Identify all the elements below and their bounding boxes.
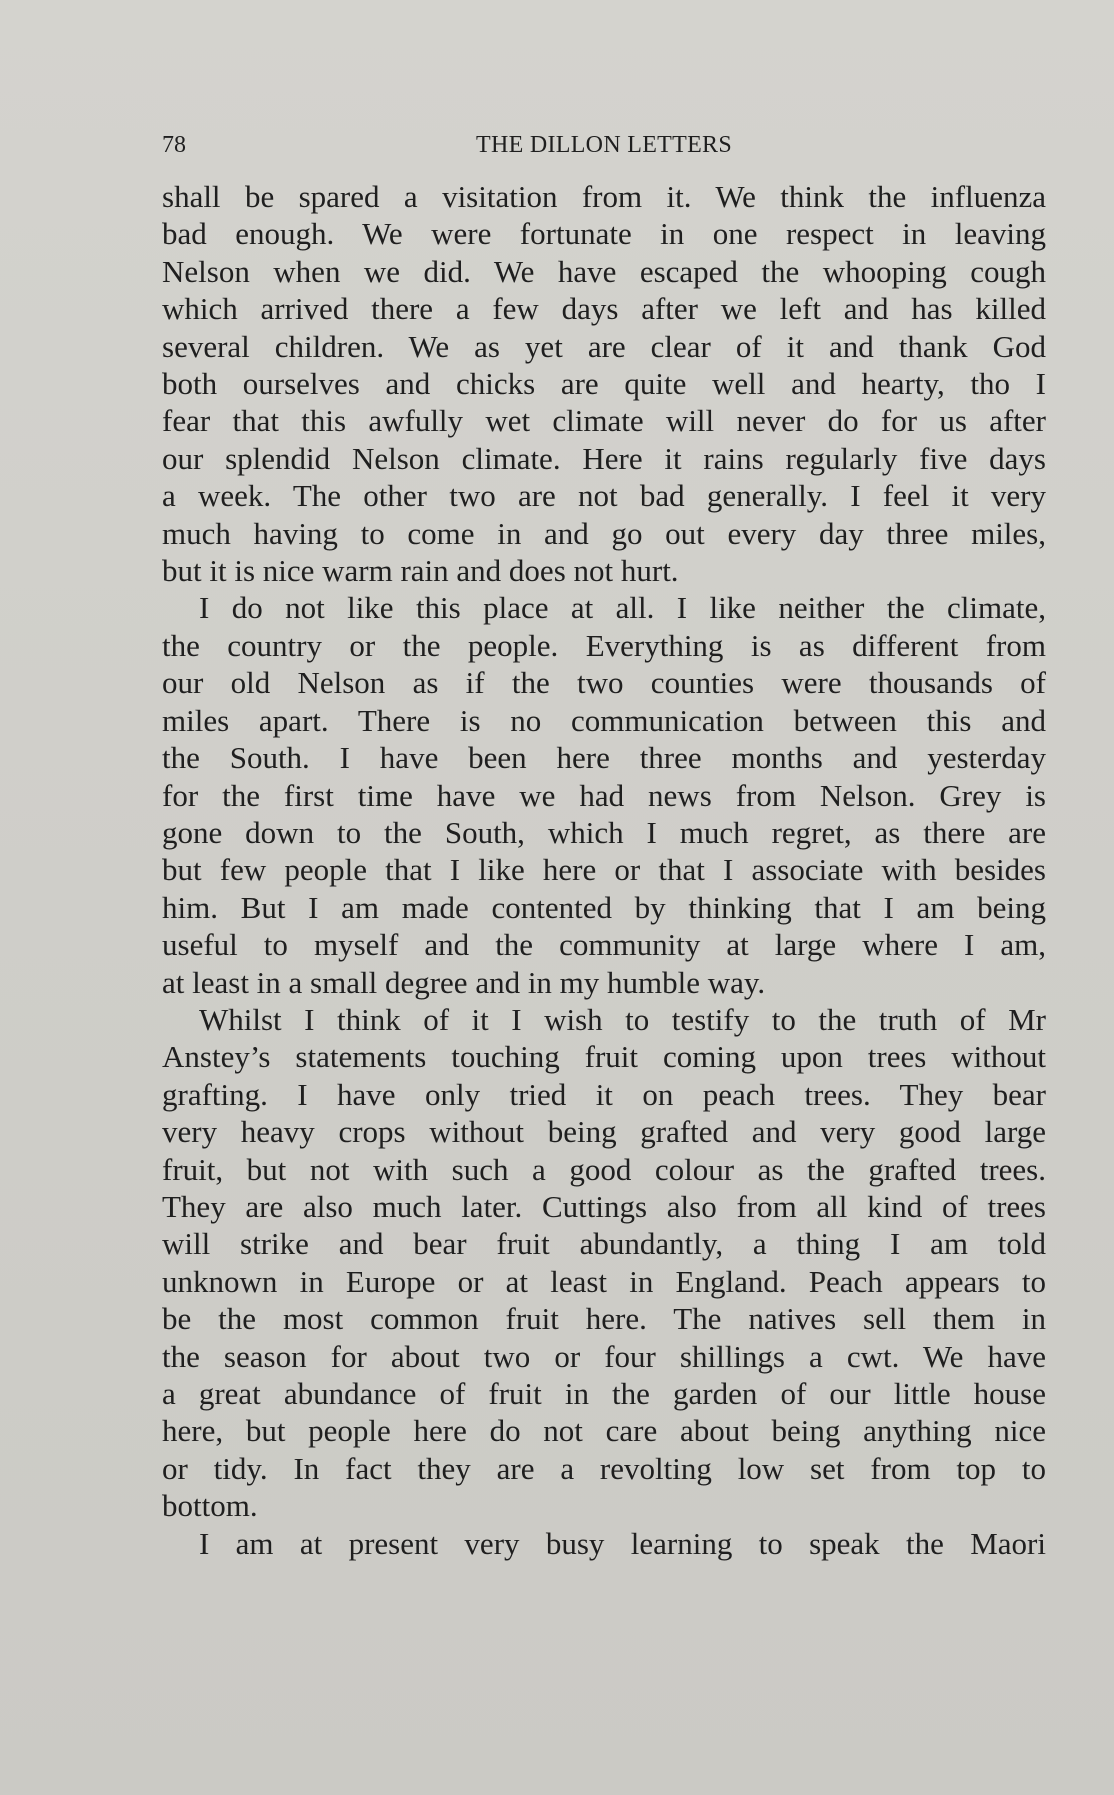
text-line: be the most common fruit here. The natives sell them in bbox=[162, 1301, 1046, 1337]
text-line: fear that this awfully wet climate will never do for us after bbox=[162, 403, 1046, 439]
text-line: a week. The other two are not bad generally. I feel it very bbox=[162, 478, 1046, 514]
text-line: the South. I have been here three months and yesterday bbox=[162, 740, 1046, 776]
text-line: or tidy. In fact they are a revolting low set from top to bbox=[162, 1450, 1046, 1486]
text-line: miles apart. There is no communication between this and bbox=[162, 702, 1046, 738]
page-number: 78 bbox=[162, 132, 186, 158]
text-line: for the first time have we had news from Nelson. Grey is bbox=[162, 777, 1046, 813]
text-line: both ourselves and chicks are quite well and hearty, tho I bbox=[162, 366, 1046, 402]
text-line: I do not like this place at all. I like neither the climate, bbox=[199, 590, 1046, 626]
text-line: the country or the people. Everything is as different from bbox=[162, 627, 1046, 663]
text-line: a great abundance of fruit in the garden of our little house bbox=[162, 1376, 1046, 1411]
paragraph bbox=[162, 178, 1046, 589]
paragraph bbox=[162, 1001, 1046, 1525]
text-line: useful to myself and the community at large where I am, bbox=[162, 927, 1046, 963]
text-line: which arrived there a few days after we left and has killed bbox=[162, 291, 1046, 327]
text-line: gone down to the South, which I much regret, as there are bbox=[162, 814, 1046, 850]
paragraph bbox=[162, 589, 1046, 1000]
text-line: here, but people here do not care about being anything nice bbox=[162, 1413, 1046, 1449]
text-line: him. But I am made contented by thinking that I am being bbox=[162, 889, 1046, 925]
text-line: grafting. I have only tried it on peach trees. They bear bbox=[162, 1076, 1046, 1112]
text-line: our splendid Nelson climate. Here it rains regularly five days bbox=[162, 440, 1046, 476]
text-line: will strike and bear fruit abundantly, a thing I am told bbox=[162, 1226, 1046, 1262]
page-header bbox=[162, 128, 1046, 162]
text-line: unknown in Europe or at least in England. Peach appears to bbox=[162, 1263, 1046, 1299]
text-line: bad enough. We were fortunate in one respect in leaving bbox=[162, 216, 1046, 252]
text-line: bottom. bbox=[162, 1488, 258, 1524]
text-line: but few people that I like here or that I associate with besides bbox=[162, 852, 1046, 888]
paragraph bbox=[162, 1525, 1046, 1562]
text-line: several children. We as yet are clear of it and thank God bbox=[162, 328, 1046, 364]
text-line: our old Nelson as if the two counties were thousands of bbox=[162, 665, 1046, 701]
text-line: They are also much later. Cuttings also from all kind of trees bbox=[162, 1188, 1046, 1224]
body-text bbox=[162, 178, 1046, 1562]
text-line: the season for about two or four shillings a cwt. We have bbox=[162, 1338, 1046, 1374]
text-line: but it is nice warm rain and does not hurt. bbox=[162, 553, 679, 589]
text-line: at least in a small degree and in my humble way. bbox=[162, 964, 766, 1000]
text-line: I am at present very busy learning to speak the Maori bbox=[199, 1525, 1046, 1561]
text-line: Nelson when we did. We have escaped the whooping cough bbox=[162, 253, 1046, 289]
text-line: much having to come in and go out every day three miles, bbox=[162, 515, 1046, 551]
text-line: fruit, but not with such a good colour as the grafted trees. bbox=[162, 1151, 1046, 1187]
text-line: Whilst I think of it I wish to testify to the truth of Mr bbox=[199, 1001, 1046, 1037]
text-line: shall be spared a visitation from it. We think the influenza bbox=[162, 179, 1046, 214]
text-line: very heavy crops without being grafted and very good large bbox=[162, 1114, 1046, 1150]
running-title: THE DILLON LETTERS bbox=[475, 132, 733, 158]
text-line: Anstey’s statements touching fruit coming upon trees without bbox=[162, 1039, 1046, 1075]
